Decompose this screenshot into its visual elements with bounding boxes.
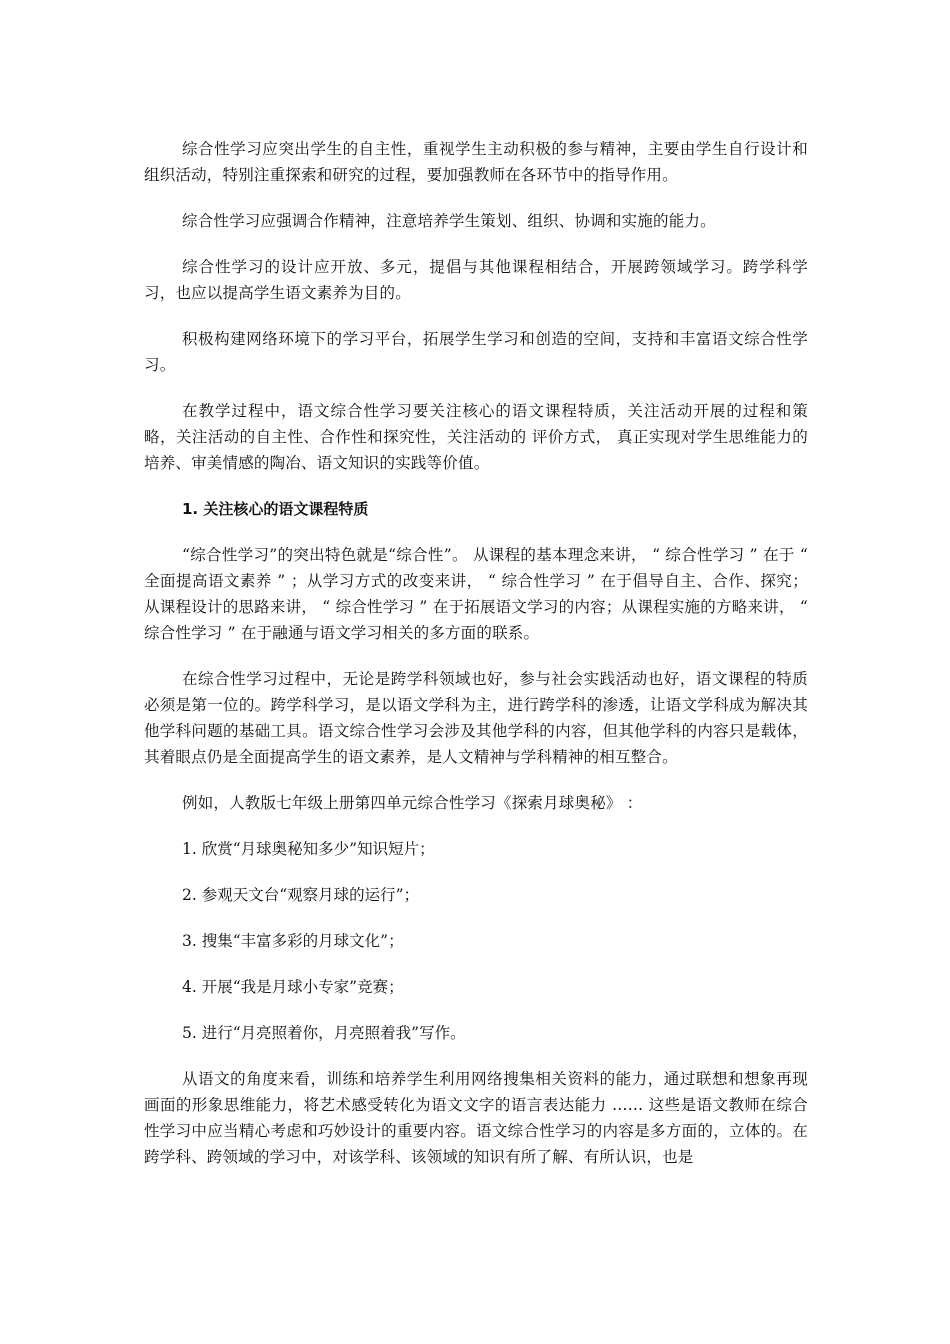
document-page	[144, 136, 808, 1190]
paragraph-cross-discipline: 在综合性学习过程中，无论是跨学科领域也好，参与社会实践活动也好，语文课程的特质必须是第一位的。跨学科学习，是以语文学科为主，进行跨学科的渗透，让语文学科成为解决其他学科问题的基础工具。语文综合性学习会涉及其他学科的内容，但其他学科的内容只是载体，其着眼点仍是全面提高学生的语文素养，是人文精神与学科精神的相互整合。	[144, 670, 808, 766]
paragraph-comprehensive-feature: “综合性学习”的突出特色就是“综合性”。 从课程的基本理念来讲， “ 综合性学习 ” 在于 “ 全面提高语文素养 ” ；从学习方式的改变来讲， “ 综合性学习 ” 在于倡导自主、合作、探究；从课程设计的思路来讲， “ 综合性学习 ” 在于拓展语文学习的内容；从课程实施的方略来讲， “ 综合性学习 ” 在于融通与语文学习相关的多方面的联系。	[144, 546, 808, 642]
paragraph-language-perspective: 从语文的角度来看，训练和培养学生利用网络搜集相关资料的能力，通过联想和想象再现画面的形象思维能力，将艺术感受转化为语文文字的语言表达能力 …… 这些是语文教师在综合性学习中应当精心考虑和巧妙设计的重要内容。语文综合性学习的内容是多方面的，立体的。在跨学科、跨领域的学习中，对该学科、该领域的知识有所了解、有所认识，也是	[144, 1070, 808, 1166]
paragraph-open-design: 综合性学习的设计应开放、多元，提倡与其他课程相结合，开展跨领域学习。跨学科学习，也应以提高学生语文素养为目的。	[144, 258, 808, 302]
list-item: 5. 进行“月亮照着你，月亮照着我”写作。	[182, 1024, 466, 1042]
paragraph-teaching-process: 在教学过程中，语文综合性学习要关注核心的语文课程特质，关注活动开展的过程和策略，关注活动的自主性、合作性和探究性，关注活动的 评价方式， 真正实现对学生思维能力的培养、审美情感的陶冶、语文知识的实践等价值。	[144, 402, 808, 472]
paragraph-network-platform: 积极构建网络环境下的学习平台，拓展学生学习和创造的空间，支持和丰富语文综合性学习。	[144, 330, 808, 374]
list-item: 3. 搜集“丰富多彩的月球文化”；	[182, 932, 404, 950]
paragraph-example-intro: 例如，人教版七年级上册第四单元综合性学习《探索月球奥秘》 ：	[182, 794, 643, 812]
paragraph-autonomy: 综合性学习应突出学生的自主性，重视学生主动积极的参与精神，主要由学生自行设计和组织活动，特别注重探索和研究的过程，要加强教师在各环节中的指导作用。	[144, 140, 808, 184]
list-item: 1. 欣赏“月球奥秘知多少”知识短片；	[182, 840, 435, 858]
list-item: 4. 开展“我是月球小专家”竞赛；	[182, 978, 404, 996]
list-item: 2. 参观天文台“观察月球的运行”；	[182, 886, 420, 904]
paragraph-cooperation: 综合性学习应强调合作精神，注意培养学生策划、组织、协调和实施的能力。	[182, 212, 716, 230]
section-heading: 1. 关注核心的语文课程特质	[182, 500, 369, 518]
activity-list	[144, 836, 808, 1046]
